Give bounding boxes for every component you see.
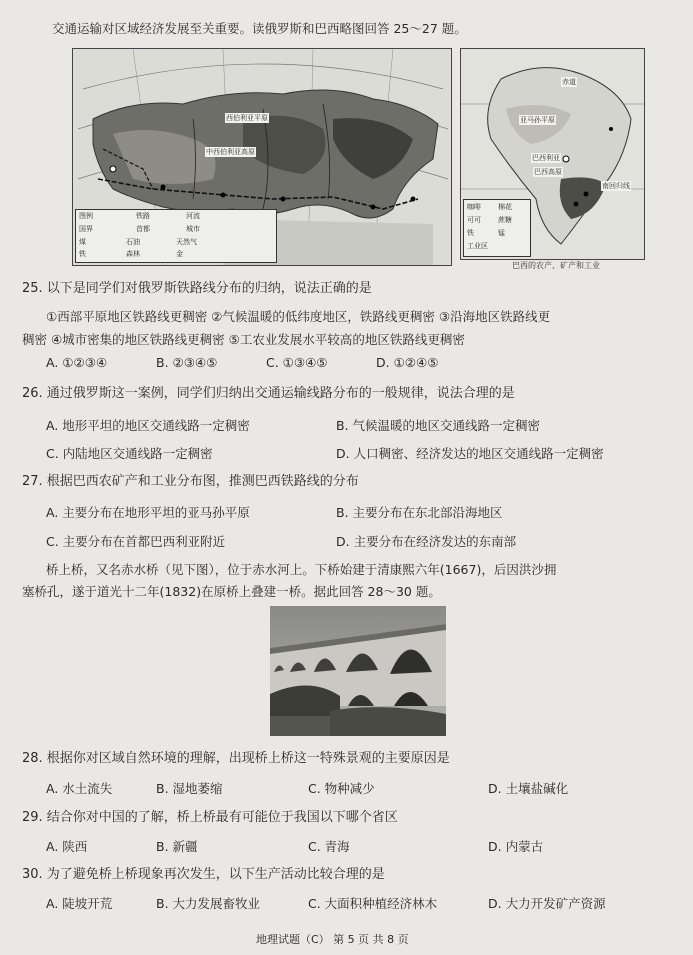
q29-stem: 29. 结合你对中国的了解，桥上桥最有可能位于我国以下哪个省区 [22,810,398,825]
legend-iron: 铁 [79,250,86,258]
bridge-photo-drawing [270,606,446,736]
q25-option-a[interactable]: A. ①②③④ [46,355,108,370]
legend-title: 图例 [79,212,93,220]
legend-city: 城市 [186,225,200,233]
legend-river: 河流 [186,212,200,220]
brazil-map-legend [463,199,531,257]
label-capital-brasilia: 巴西利亚 [532,154,560,162]
q25-statement-line1: ①西部平原地区铁路线更稠密 ②气候温暖的低纬度地区，铁路线更稠密 ③沿海地区铁路线更 [46,309,551,324]
legend-gold: 金 [176,250,183,258]
q30-option-d[interactable]: D. 大力开发矿产资源 [488,896,606,911]
q28-option-b[interactable]: B. 湿地萎缩 [156,781,223,796]
legend-forest: 森林 [126,250,140,258]
intro-28-30-line2: 塞桥孔，遂于道光十二年(1832)在原桥上叠建一桥。据此回答 28～30 题。 [22,584,441,599]
q27-stem: 27. 根据巴西农矿产和工业分布图，推测巴西铁路线的分布 [22,474,359,489]
label-equator: 赤道 [562,78,576,86]
label-brazil-highland: 巴西高原 [534,168,562,176]
brazil-legend-cotton: 棉花 [498,203,512,211]
bridge-photo [270,606,446,736]
label-tropic: 南回归线 [602,182,630,190]
legend-capital: 首都 [136,225,150,233]
russia-map-legend [75,209,277,263]
intro-28-30-line1: 桥上桥，又名赤水桥（见下图），位于赤水河上。下桥始建于清康熙六年(1667)，后因洪沙拥 [46,562,557,577]
brazil-legend-cocoa: 可可 [467,216,481,224]
legend-gas: 天然气 [176,238,197,246]
q25-statement-line2: 稠密 ④城市密集的地区铁路线更稠密 ⑤工农业发展水平较高的地区铁路线更稠密 [22,332,465,347]
brazil-legend-coffee: 咖啡 [467,203,481,211]
brazil-legend-iron: 铁 [467,229,474,237]
q27-option-d[interactable]: D. 主要分布在经济发达的东南部 [336,534,517,549]
q30-option-a[interactable]: A. 陡坡开荒 [46,896,113,911]
label-west-plain: 西伯利亚平原 [226,114,268,122]
q29-option-a[interactable]: A. 陕西 [46,839,88,854]
q30-stem: 30. 为了避免桥上桥现象再次发生，以下生产活动比较合理的是 [22,867,385,882]
q25-option-b[interactable]: B. ②③④⑤ [156,355,218,370]
q28-option-c[interactable]: C. 物种减少 [308,781,375,796]
q29-option-b[interactable]: B. 新疆 [156,839,198,854]
q29-option-d[interactable]: D. 内蒙古 [488,839,544,854]
q27-option-b[interactable]: B. 主要分布在东北部沿海地区 [336,505,503,520]
q25-stem: 25. 以下是同学们对俄罗斯铁路线分布的归纳，说法正确的是 [22,281,372,296]
q29-option-c[interactable]: C. 青海 [308,839,350,854]
page-footer: 地理试题（C） 第 5 页 共 8 页 [256,933,409,946]
q26-option-c[interactable]: C. 内陆地区交通线路一定稠密 [46,446,213,461]
legend-border: 国界 [79,225,93,233]
label-central-plateau: 中西伯利亚高原 [206,148,255,156]
q26-option-a[interactable]: A. 地形平坦的地区交通线路一定稠密 [46,418,250,433]
q25-option-d[interactable]: D. ①②④⑤ [376,355,439,370]
brazil-map-caption: 巴西的农产、矿产和工业 [512,261,600,270]
q27-option-a[interactable]: A. 主要分布在地形平坦的亚马孙平原 [46,505,250,520]
legend-railway: 铁路 [136,212,150,220]
q26-stem: 26. 通过俄罗斯这一案例，同学们归纳出交通运输线路分布的一般规律，说法合理的是 [22,386,515,401]
brazil-legend-manganese: 锰 [498,229,505,237]
q30-option-c[interactable]: C. 大面积种植经济林木 [308,896,438,911]
q30-option-b[interactable]: B. 大力发展畜牧业 [156,896,261,911]
q26-option-d[interactable]: D. 人口稠密、经济发达的地区交通线路一定稠密 [336,446,604,461]
q28-option-a[interactable]: A. 水土流失 [46,781,113,796]
q26-option-b[interactable]: B. 气候温暖的地区交通线路一定稠密 [336,418,541,433]
legend-coal: 煤 [79,238,86,246]
russia-map [72,48,452,266]
q28-option-d[interactable]: D. 土壤盐碱化 [488,781,569,796]
brazil-legend-sugar: 蔗糖 [498,216,512,224]
intro-25-27: 交通运输对区域经济发展至关重要。读俄罗斯和巴西略图回答 25～27 题。 [52,21,467,36]
brazil-map [460,48,645,260]
brazil-legend-industry: 工业区 [467,242,488,250]
q25-option-c[interactable]: C. ①③④⑤ [266,355,328,370]
legend-oil: 石油 [126,238,140,246]
label-amazon: 亚马孙平原 [520,116,555,124]
q27-option-c[interactable]: C. 主要分布在首都巴西利亚附近 [46,534,226,549]
q28-stem: 28. 根据你对区域自然环境的理解，出现桥上桥这一特殊景观的主要原因是 [22,751,450,766]
